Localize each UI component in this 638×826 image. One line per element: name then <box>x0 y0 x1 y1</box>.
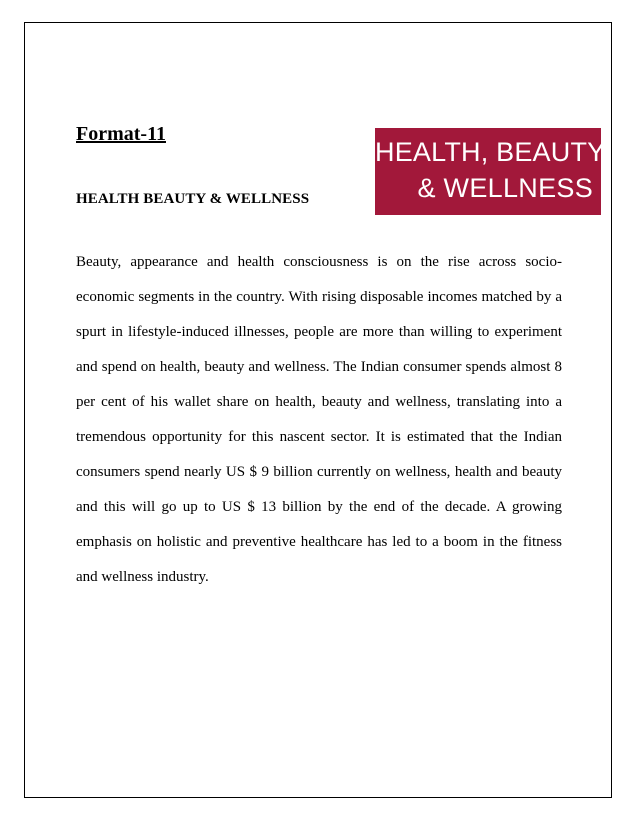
logo-line-2: & WELLNESS <box>417 173 593 203</box>
logo-line-1: HEALTH, BEAUTY <box>375 137 606 167</box>
page-title: Format-11 <box>76 123 166 145</box>
health-beauty-wellness-logo <box>375 128 606 215</box>
section-heading: HEALTH BEAUTY & WELLNESS <box>76 191 310 207</box>
body-paragraph: Beauty, appearance and health consciousness is on the rise across socio-economic segments in the country. With rising disposable incomes matched by a spurt in lifestyle-induced illnesses, people are more than willing to experiment and spend on health, beauty and wellness. The Indian consumer spends almost 8 per cent of his wallet share on health, beauty and wellness, translating into a tremendous opportunity for this nascent sector. It is estimated that the Indian consumers spend nearly US $ 9 billion currently on wellness, health and beauty and this will go up to US $ 13 billion by the end of the decade. A growing emphasis on holistic and preventive healthcare has led to a boom in the fitness and wellness industry. <box>76 254 562 585</box>
